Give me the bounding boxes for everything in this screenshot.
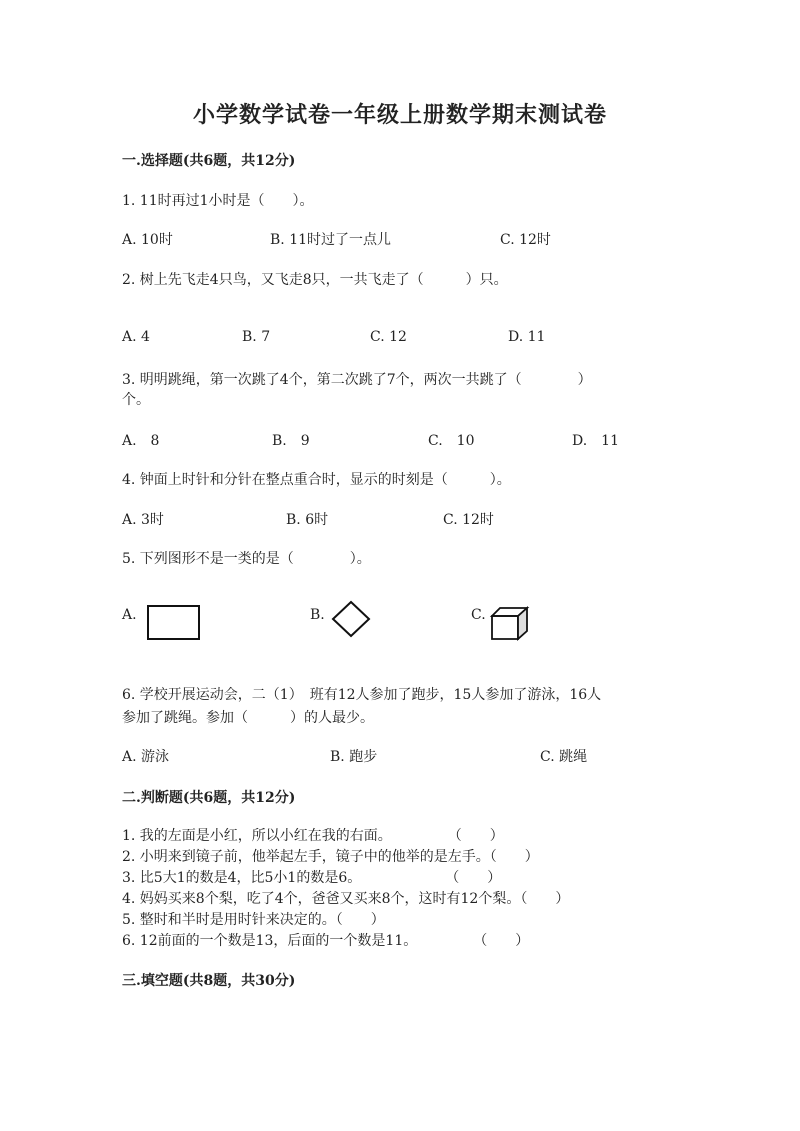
q1-option-c: C. 12时 — [500, 232, 551, 248]
q5-option-b: B. — [310, 607, 325, 623]
question-3-line1: 3. 明明跳绳，第一次跳了4个，第二次跳了7个，两次一共跳了（ ） — [122, 372, 592, 388]
judgement-item-2: 2. 小明来到镜子前，他举起左手，镜子中的他举的是左手。（ ） — [122, 849, 539, 865]
question-4: 4. 钟面上时针和分针在整点重合时，显示的时刻是（ ）。 — [122, 472, 511, 488]
q2-option-d: D. 11 — [508, 329, 546, 345]
question-6-line2: 参加了跳绳。参加（ ）的人最少。 — [122, 710, 374, 726]
q5-option-c: C. — [471, 607, 486, 623]
section-heading-fill: 三.填空题(共8题，共30分) — [122, 973, 296, 989]
judgement-item-1: 1. 我的左面是小红，所以小红在我的右面。 （ ） — [122, 828, 504, 844]
judgement-item-3: 3. 比5大1的数是4，比5小1的数是6。 （ ） — [122, 870, 502, 886]
q4-option-b: B. 6时 — [286, 512, 329, 528]
section-heading-judgement: 二.判断题(共6题，共12分) — [122, 790, 296, 806]
diamond-icon — [330, 600, 372, 638]
judgement-item-5: 5. 整时和半时是用时针来决定的。（ ） — [122, 912, 385, 928]
q3-option-b: B. 9 — [272, 433, 310, 449]
question-1: 1. 11时再过1小时是（ ）。 — [122, 193, 314, 209]
q2-option-c: C. 12 — [370, 329, 407, 345]
exam-title: 小学数学试卷一年级上册数学期末测试卷 — [192, 102, 607, 128]
q3-option-d: D. 11 — [572, 433, 619, 449]
question-6-line1: 6. 学校开展运动会，二（1） 班有12人参加了跑步，15人参加了游泳，16人 — [122, 687, 602, 703]
q4-option-c: C. 12时 — [443, 512, 494, 528]
q3-option-a: A. 8 — [122, 433, 160, 449]
section-heading-choice: 一.选择题(共6题，共12分) — [122, 153, 296, 169]
q2-option-a: A. 4 — [122, 329, 150, 345]
q6-option-c: C. 跳绳 — [540, 749, 588, 765]
q4-option-a: A. 3时 — [122, 512, 164, 528]
q3-option-c: C. 10 — [428, 433, 475, 449]
question-3-line2: 个。 — [122, 392, 150, 408]
q6-option-a: A. 游泳 — [122, 749, 170, 765]
judgement-item-6: 6. 12前面的一个数是13，后面的一个数是11。 （ ） — [122, 933, 530, 949]
q1-option-a: A. 10时 — [122, 232, 173, 248]
q5-option-a: A. — [122, 607, 137, 623]
q1-option-b: B. 11时过了一点儿 — [270, 232, 392, 248]
question-2: 2. 树上先飞走4只鸟，又飞走8只，一共飞走了（ ）只。 — [122, 272, 508, 288]
cube-icon — [489, 604, 531, 642]
judgement-item-4: 4. 妈妈买来8个梨，吃了4个，爸爸又买来8个，这时有12个梨。（ ） — [122, 891, 570, 907]
question-5: 5. 下列图形不是一类的是（ ）。 — [122, 551, 371, 567]
q6-option-b: B. 跑步 — [330, 749, 378, 765]
q2-option-b: B. 7 — [242, 329, 271, 345]
rectangle-icon — [146, 604, 202, 642]
